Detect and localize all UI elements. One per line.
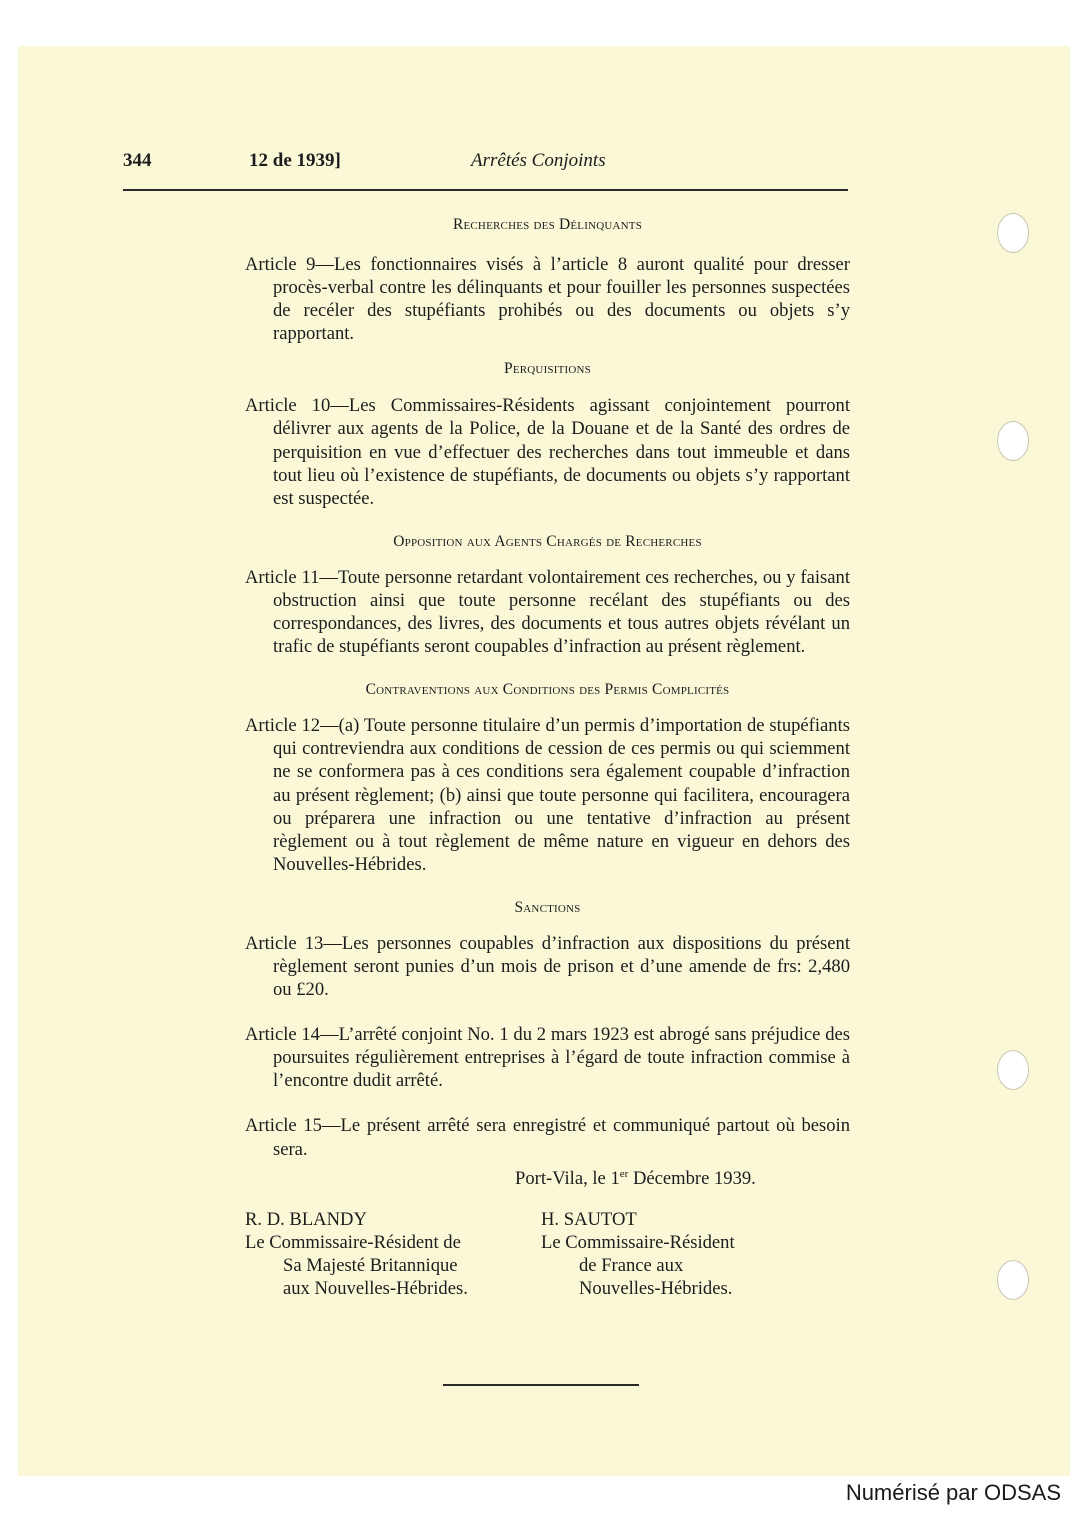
article-12: Article 12—(a) Toute personne titulaire d’un permis d’importation de stupéfiants qui contreviendra aux conditions de cession de ces permis ou qui sciemment ne se conformera pas à ces conditions sera également coupable d’infraction au présent règlement; (b) ainsi que toute personne qui facilitera, encouragera ou préparera une infraction ou une tentative d’infraction au présent règlement ou à tout règlement de même nature en vigueur en dehors des Nouvelles-Hébrides. [245, 715, 850, 875]
article-14: Article 14—L’arrêté conjoint No. 1 du 2 mars 1923 est abrogé sans préjudice des poursuites régulièrement entreprises à l’égard de toute infraction commise à l’encontre dudit arrêté. [245, 1024, 850, 1092]
page-number: 344 [123, 150, 152, 171]
end-rule [443, 1384, 639, 1386]
punch-hole [997, 1050, 1029, 1090]
signatory-title: Sa Majesté Britannique [283, 1255, 458, 1277]
signatory-british [245, 1208, 541, 1300]
article-13: Article 13—Les personnes coupables d’infraction aux dispositions du présent règlement seront punies d’un mois de prison et d’une amende de frs: 2,480 ou £20. [245, 932, 850, 1001]
act-year: 12 de 1939] [249, 150, 341, 171]
signatory-french [541, 1208, 837, 1300]
document-body [245, 215, 850, 1300]
punch-hole [997, 421, 1029, 461]
signatory-title: Le Commissaire-Résident [541, 1232, 735, 1253]
article-10: Article 10—Les Commissaires-Résidents agissant conjointement pourront délivrer aux agents de la Police, de la Douane et de la Santé des ordres de perquisition en vue d’effectuer des recherches dans tout immeuble et dans tout lieu où l’existence de stupéfiants, de documents ou objets s’y rapportant est suspectée. [245, 395, 850, 509]
signatory-name: H. SAUTOT [541, 1208, 637, 1230]
section-heading: Perquisitions [504, 360, 591, 378]
section-heading: Opposition aux Agents Chargés de Recherches [393, 532, 702, 550]
section-heading: Contraventions aux Conditions des Permis Complicités [365, 681, 730, 699]
signatory-title: Le Commissaire-Résident de [245, 1232, 461, 1253]
signature-block [245, 1208, 850, 1300]
article-15: Article 15—Le présent arrêté sera enregistré et communiqué partout où besoin sera. [245, 1115, 850, 1160]
punch-hole [997, 1260, 1029, 1300]
signatory-name: R. D. BLANDY [245, 1208, 367, 1230]
signatory-title: Nouvelles-Hébrides. [579, 1278, 733, 1300]
signatory-title: aux Nouvelles-Hébrides. [283, 1278, 468, 1300]
place-and-date: Port-Vila, le 1er Décembre 1939. [515, 1167, 756, 1189]
article-11: Article 11—Toute personne retardant volontairement ces recherches, ou y faisant obstruction ainsi que toute personne recélant des stupéfiants ou des correspondances, des livres, des documents et tous autres objets révélant un trafic de stupéfiants seront coupables d’infraction au présent règlement. [245, 566, 850, 658]
digitized-by-note: Numérisé par ODSAS [845, 1480, 1061, 1505]
section-heading: Recherches des Délinquants [452, 216, 643, 233]
section-heading: Sanctions [514, 898, 581, 916]
punch-hole [997, 213, 1029, 253]
article-9: Article 9—Les fonctionnaires visés à l’article 8 auront qualité pour dresser procès-verbal contre les délinquants et pour fouiller les personnes suspectées de recéler des stupéfiants prohibés ou des documents ou objets s’y rapportant. [245, 254, 850, 345]
running-title: Arrêtés Conjoints [471, 150, 606, 171]
header-rule [123, 189, 848, 191]
signatory-title: de France aux [579, 1255, 684, 1277]
